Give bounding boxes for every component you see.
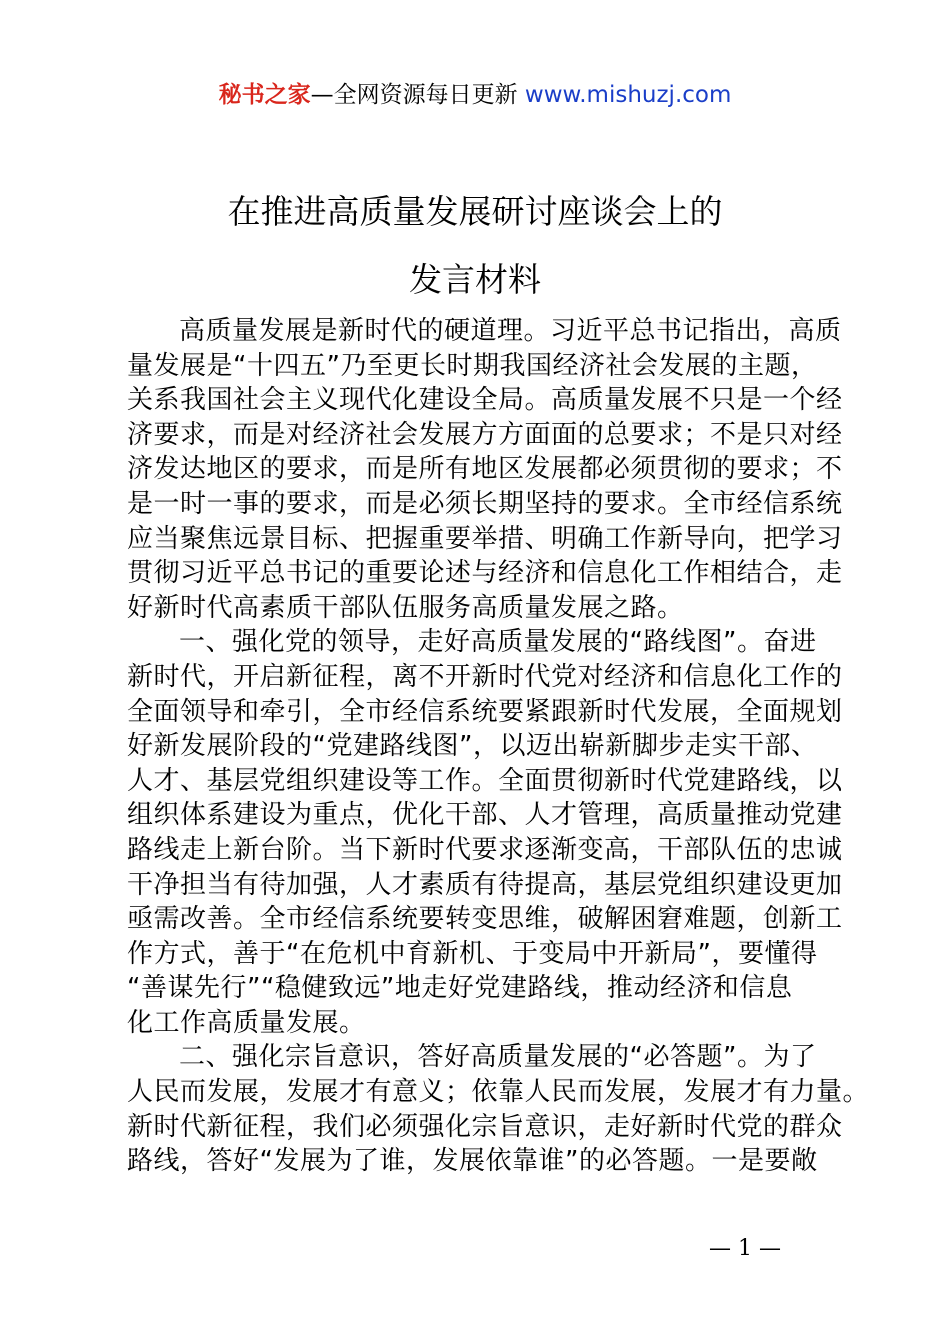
paragraph-3 [127,1040,870,1178]
text-line: 路线走上新台阶。当下新时代要求逐渐变高，干部队伍的忠诚 [127,834,843,865]
paragraph-1 [127,314,843,625]
text-line: 组织体系建设为重点，优化干部、人才管理，高质量推动党建 [127,800,843,831]
text-line: 亟需改善。全市经信系统要转变思维，破解困窘难题，创新工 [127,904,843,935]
site-url-link[interactable]: www.mishuzj.com [524,82,732,108]
text-line: 化工作高质量发展。 [127,1007,366,1038]
page-number: — 1 — [709,1236,781,1261]
document-body [127,314,870,1179]
paragraph-2 [127,625,843,1040]
text-line: 好新时代高素质干部队伍服务高质量发展之路。 [127,592,684,623]
text-line: 干净担当有待加强，人才素质有待提高，基层党组织建设更加 [127,869,843,900]
text-line: 作方式，善于“在危机中育新机、于变局中开新局”，要懂得 [127,938,818,969]
text-line: 新时代，开启新征程，离不开新时代党对经济和信息化工作的 [127,661,843,692]
text-line: 路线，答好“发展为了谁，发展依靠谁”的必答题。一是要敞 [127,1146,818,1177]
text-line: 济发达地区的要求，而是所有地区发展都必须贯彻的要求；不 [127,454,843,485]
text-line: 济要求，而是对经济社会发展方方面面的总要求；不是只对经 [127,419,843,450]
text-line: 一、强化党的领导，走好高质量发展的“路线图”。奋进 [179,627,817,658]
text-line: 应当聚焦远景目标、把握重要举措、明确工作新导向，把学习 [127,523,843,554]
text-line: 量发展是“十四五”乃至更长时期我国经济社会发展的主题， [127,350,818,381]
site-header [0,78,950,112]
text-line: 高质量发展是新时代的硬道理。习近平总书记指出，高质 [179,316,842,346]
text-line: 是一时一事的要求，而是必须长期坚持的要求。全市经信系统 [127,488,843,519]
document-title-line-1: 在推进高质量发展研讨座谈会上的 [227,192,723,231]
site-tagline: —全网资源每日更新 [310,82,525,108]
text-line: 全面领导和牵引，全市经信系统要紧跟新时代发展，全面规划 [127,696,843,727]
text-line: 贯彻习近平总书记的重要论述与经济和信息化工作相结合，走 [127,558,843,589]
text-line: 关系我国社会主义现代化建设全局。高质量发展不只是一个经 [127,385,843,416]
text-line: 人才、基层党组织建设等工作。全面贯彻新时代党建路线，以 [127,765,843,796]
text-line: 新时代新征程，我们必须强化宗旨意识，走好新时代党的群众 [127,1111,843,1142]
text-line: 人民而发展，发展才有意义；依靠人民而发展，发展才有力量。 [127,1077,870,1108]
document-title-line-2: 发言材料 [409,260,541,299]
text-line: 好新发展阶段的“党建路线图”，以迈出崭新脚步走实干部、 [127,731,818,762]
text-line: “善谋先行”“稳健致远”地走好党建路线，推动经济和信息 [127,973,793,1004]
text-line: 二、强化宗旨意识，答好高质量发展的“必答题”。为了 [179,1042,817,1073]
site-brand: 秘书之家 [218,82,311,108]
